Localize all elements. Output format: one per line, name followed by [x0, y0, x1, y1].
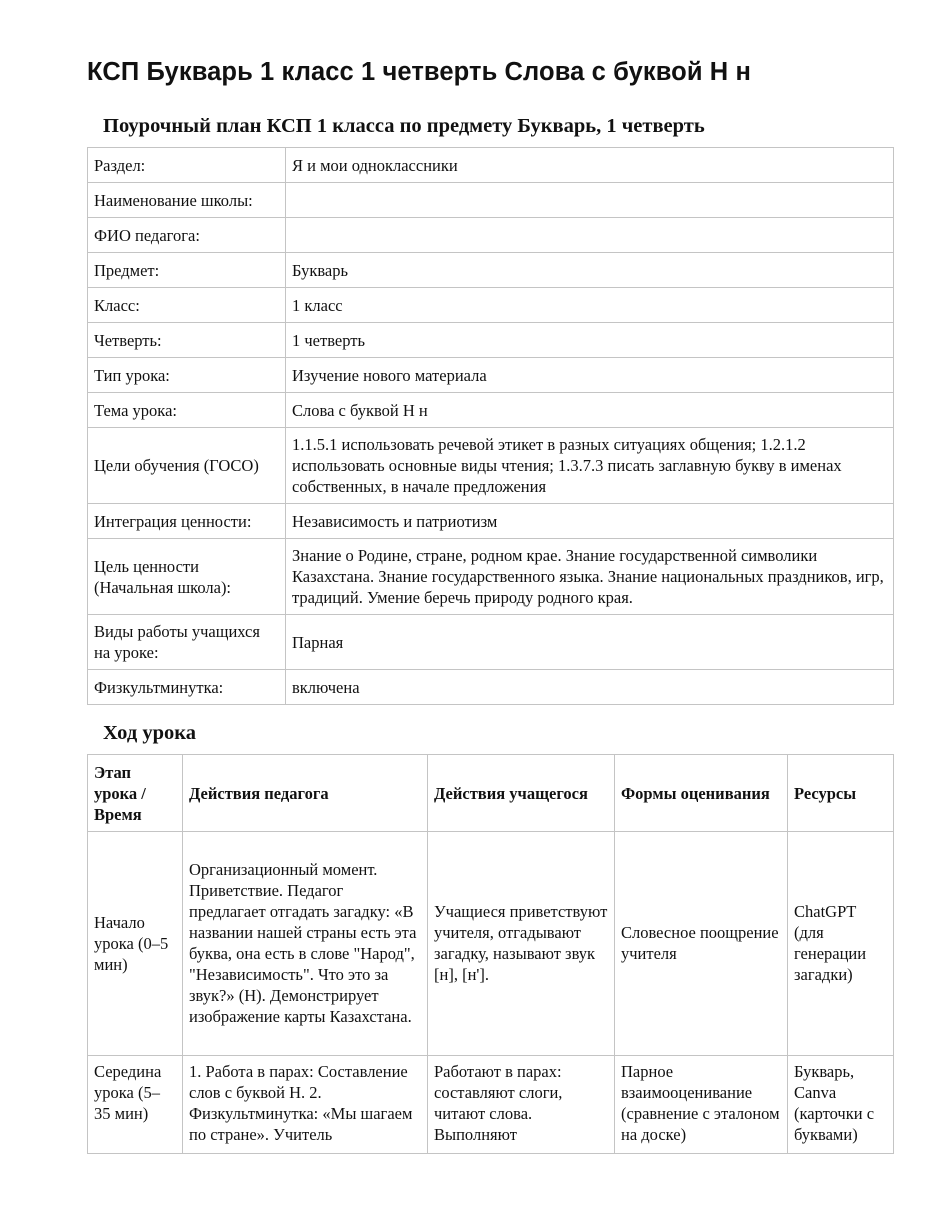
info-value: Слова с буквой Н н: [286, 393, 894, 428]
info-row: [88, 323, 894, 358]
table-row: [88, 1056, 894, 1154]
info-row: [88, 670, 894, 705]
info-label: Класс:: [88, 288, 286, 323]
info-row: [88, 358, 894, 393]
info-value: 1 класс: [286, 288, 894, 323]
info-value: 1 четверть: [286, 323, 894, 358]
info-row: [88, 393, 894, 428]
resources-cell: Букварь, Canva (карточки с буквами): [788, 1056, 894, 1154]
info-label: Физкультминутка:: [88, 670, 286, 705]
info-value: Независимость и патриотизм: [286, 504, 894, 539]
info-label: ФИО педагога:: [88, 218, 286, 253]
info-label: Четверть:: [88, 323, 286, 358]
stage-cell: Середина урока (5–35 мин): [88, 1056, 183, 1154]
info-value: включена: [286, 670, 894, 705]
info-row: [88, 218, 894, 253]
table-row: [88, 832, 894, 1056]
info-row: [88, 288, 894, 323]
info-row: [88, 504, 894, 539]
info-row: [88, 148, 894, 183]
info-label: Предмет:: [88, 253, 286, 288]
lesson-progress-table: [87, 754, 894, 1154]
info-label: Цель ценности (Начальная школа):: [88, 539, 286, 615]
info-value: Я и мои одноклассники: [286, 148, 894, 183]
info-value: [286, 218, 894, 253]
student-actions-cell: Работают в парах: составляют слоги, читают слова. Выполняют: [428, 1056, 615, 1154]
info-label: Виды работы учащихся на уроке:: [88, 615, 286, 670]
info-label: Интеграция ценности:: [88, 504, 286, 539]
info-value: Изучение нового материала: [286, 358, 894, 393]
info-label: Тип урока:: [88, 358, 286, 393]
info-label: Наименование школы:: [88, 183, 286, 218]
info-row: [88, 615, 894, 670]
info-value: Букварь: [286, 253, 894, 288]
resources-cell: ChatGPT (для генерации загадки): [788, 832, 894, 1056]
info-label: Тема урока:: [88, 393, 286, 428]
info-label: Раздел:: [88, 148, 286, 183]
info-value: 1.1.5.1 использовать речевой этикет в разных ситуациях общения; 1.2.1.2 использовать основные виды чтения; 1.3.7.3 писать заглавную букву в именах собственных, в начале предложения: [286, 428, 894, 504]
assessment-cell: Словесное поощрение учителя: [615, 832, 788, 1056]
info-value: Знание о Родине, стране, родном крае. Знание государственной символики Казахстана. Знание государственного языка. Знание национальных праздников, игр, традиций. Умение беречь природу родного края.: [286, 539, 894, 615]
assessment-cell: Парное взаимооценивание (сравнение с эталоном на доске): [615, 1056, 788, 1154]
info-value: Парная: [286, 615, 894, 670]
info-row: [88, 253, 894, 288]
info-value: [286, 183, 894, 218]
lesson-progress-heading: Ход урока: [103, 722, 196, 744]
teacher-actions-cell: 1. Работа в парах: Составление слов с буквой Н. 2. Физкультминутка: «Мы шагаем по стране». Учитель: [183, 1056, 428, 1154]
teacher-actions-cell: Организационный момент. Приветствие. Педагог предлагает отгадать загадку: «В названии нашей страны есть эта буква, она есть в слове "Народ", "Независимость". Что это за звук?» (Н). Демонстрирует изображение карты Казахстана.: [183, 832, 428, 1056]
page-title: КСП Букварь 1 класс 1 четверть Слова с буквой Н н: [87, 58, 752, 86]
column-header-resources: Ресурсы: [788, 755, 894, 832]
lesson-plan-heading: Поурочный план КСП 1 класса по предмету Букварь, 1 четверть: [103, 115, 705, 137]
stage-cell: Начало урока (0–5 мин): [88, 832, 183, 1056]
info-label: Цели обучения (ГОСО): [88, 428, 286, 504]
column-header-teacher-actions: Действия педагога: [183, 755, 428, 832]
student-actions-cell: Учащиеся приветствуют учителя, отгадывают загадку, называют звук [н], [н'].: [428, 832, 615, 1056]
column-header-assessment: Формы оценивания: [615, 755, 788, 832]
info-row: [88, 539, 894, 615]
table-header-row: [88, 755, 894, 832]
column-header-stage: Этап урока / Время: [88, 755, 183, 832]
column-header-student-actions: Действия учащегося: [428, 755, 615, 832]
info-row: [88, 428, 894, 504]
info-row: [88, 183, 894, 218]
lesson-info-table: [87, 147, 894, 705]
